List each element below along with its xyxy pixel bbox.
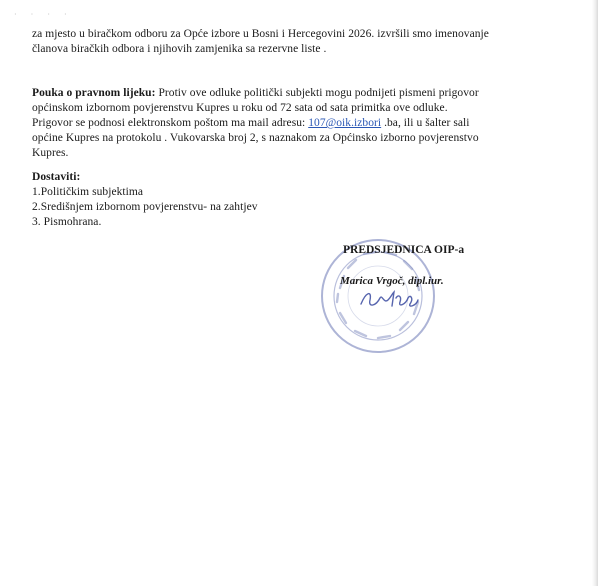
intro-line-2: članova biračkih odbora i njihovih zamjenika sa rezervne liste . [32, 43, 327, 55]
handwritten-signature [358, 286, 420, 312]
intro-line-1: za mjesto u biračkom odboru za Opće izbore u Bosni i Hercegovini 2026. izvršili smo imenovanje [32, 28, 489, 40]
email-link[interactable]: 107@oik.izbori [308, 117, 382, 129]
signatory-name: Marica Vrgoč, dipl.iur. [340, 275, 444, 287]
dostaviti-item-1: 1.Političkim subjektima [32, 186, 144, 198]
pouka-line-1 [32, 86, 479, 100]
pouka-line-2: općinskom izbornom povjerenstvu Kupres u roku od 72 sata od sata primitka ove odluke. [32, 102, 448, 114]
pouka-line-3-post: .ba, ili u šalter sali [381, 117, 470, 129]
pouka-line-3-pre: Prigovor se podnosi elektronskom poštom ma mail adresu: [32, 117, 309, 129]
pouka-line-1-text: Protiv ove odluke politički subjekti mogu podnijeti pismeni prigovor [155, 87, 479, 99]
dostaviti-heading: Dostaviti: [32, 171, 81, 183]
pouka-line-5: Kupres. [32, 147, 69, 159]
pouka-line-4: općine Kupres na protokolu . Vukovarska broj 2, s naznakom za Općinsko izborno povjerenstvo [32, 132, 479, 144]
dostaviti-item-3: 3. Pismohrana. [32, 216, 102, 228]
signature-title: PREDSJEDNICA OIP-a [343, 244, 465, 256]
pouka-line-3 [32, 116, 470, 130]
scan-dots: · · · · [14, 10, 73, 19]
pouka-heading: Pouka o pravnom lijeku: [32, 87, 156, 99]
scan-edge [592, 0, 598, 586]
dostaviti-item-2: 2.Središnjem izbornom povjerenstvu- na zahtjev [32, 201, 258, 213]
